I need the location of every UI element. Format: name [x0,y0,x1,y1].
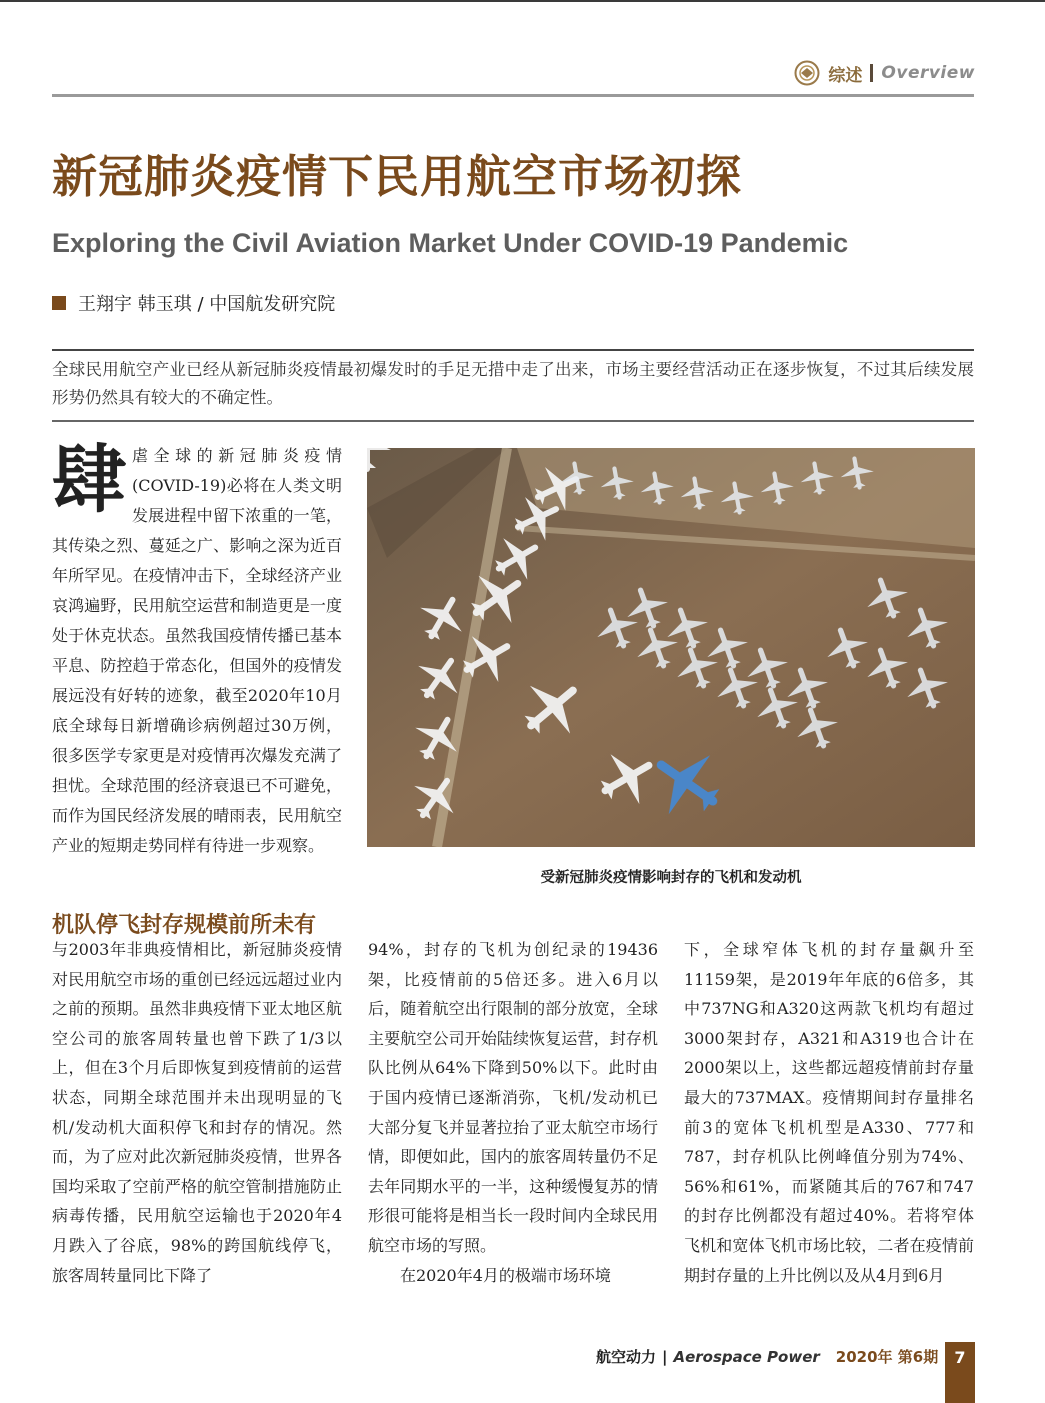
drop-cap: 肆 [52,437,126,523]
section-label-en: Overview [881,63,975,83]
intro-paragraph [52,437,342,861]
journal-logo-icon [794,60,820,86]
section-label-cn: 综述 [828,65,863,86]
body-column-3: 下，全球窄体飞机的封存量飙升至11159架，是2019年年底的6倍多，其中737NG和A320这两款飞机均有超过3000架封存，A321和A319也合计在2000架以上，这些都远超疫情前封存量最大的737MAX。疫情期间封存量排名前3的宽体飞机机型是A330、777和787，封存机队比例峰值分别为74%、56%和61%，而紧随其后的767和747的封存比例都没有超过40%。若将窄体飞机和宽体飞机市场比较，二者在疫情前期封存量的上升比例以及从4月到6月 [684,940,974,1285]
byline-text: 王翔宇 韩玉琪 / 中国航发研究院 [78,294,336,315]
abstract-top-rule [52,349,974,351]
photo-caption: 受新冠肺炎疫情影响封存的飞机和发动机 [540,870,802,886]
footer [596,1346,938,1367]
page-number: 7 [945,1342,975,1403]
body-column-1: 与2003年非典疫情相比，新冠肺炎疫情对民用航空市场的重创已经远远超过业内之前的预期。虽然非典疫情下亚太地区航空公司的旅客周转量也曾下跌了1/3以上，但在3个月后即恢复到疫情前的运营状态，同期全球范围并未出现明显的飞机/发动机大面积停飞和封存的情况。然而，为了应对此次新冠肺炎疫情，世界各国均采取了空前严格的航空管制措施防止病毒传播，民用航空运输也于2020年4月跌入了谷底，98%的跨国航线停飞，旅客周转量同比下降了 [52,940,342,1285]
body-column-2 [368,935,658,1290]
byline-square-icon [52,296,66,310]
header-rule [52,94,974,97]
section-heading: 机队停飞封存规模前所未有 [52,913,317,938]
parked-aircraft-photo [367,448,975,847]
column-2-paragraph-2: 在2020年4月的极端市场环境 [400,1265,611,1285]
journal-name-en: Aerospace Power [673,1347,820,1366]
footer-divider: | [662,1347,668,1366]
journal-name-cn: 航空动力 [596,1348,657,1366]
abstract-bottom-rule [52,420,974,422]
section-header [794,60,975,86]
top-rule [0,0,1045,2]
article-title-en: Exploring the Civil Aviation Market Under COVID-19 Pandemic [52,228,849,258]
section-divider [870,64,873,82]
abstract: 全球民用航空产业已经从新冠肺炎疫情最初爆发时的手足无措中走了出来，市场主要经营活动正在逐步恢复，不过其后续发展形势仍然具有较大的不确定性。 [52,360,974,407]
byline [52,290,335,316]
intro-text: 虐全球的新冠肺炎疫情(COVID-19)必将在人类文明发展进程中留下浓重的一笔，其传染之烈、蔓延之广、影响之深为近百年所罕见。在疫情冲击下，全球经济产业哀鸿遍野，民用航空运营和制造更是一度处于休克状态。虽然我国疫情传播已基本平息、防控趋于常态化，但国外的疫情发展远没有好转的迹象，截至2020年10月底全球每日新增确诊病例超过30万例，很多医学专家更是对疫情再次爆发充满了担忧。全球范围的经济衰退已不可避免，而作为国民经济发展的晴雨表，民用航空产业的短期走势同样有待进一步观察。 [52,446,342,855]
article-title-cn: 新冠肺炎疫情下民用航空市场初探 [52,150,743,203]
issue-number: 2020年 第6期 [835,1348,939,1366]
column-2-paragraph-1: 94%，封存的飞机为创纪录的19436架，比疫情前的5倍还多。进入6月以后，随着航空出行限制的部分放宽，全球主要航空公司开始陆续恢复运营，封存机队比例从64%下降到50%以下。此时由于国内疫情已逐渐消弥，飞机/发动机已大部分复飞并显著拉抬了亚太航空市场行情，即便如此，国内的旅客周转量仍不足去年同期水平的一半，这种缓慢复苏的情形很可能将是相当长一段时间内全球民用航空市场的写照。 [368,940,658,1255]
aircraft-boneyard-image [367,448,975,847]
